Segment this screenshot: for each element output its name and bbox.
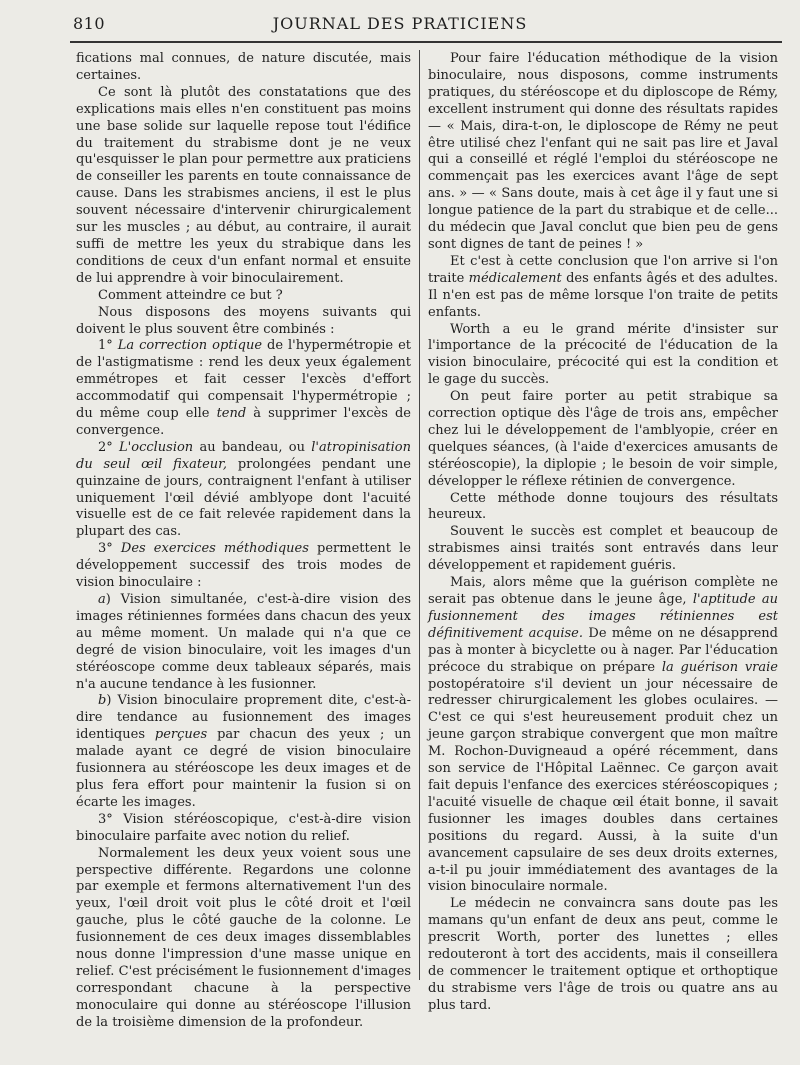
paragraph: a) Vision simultanée, c'est-à-dire vision des images rétiniennes formées dans chacun des yeux au même moment. Un malade qui n'a que ce degré de vision binoculaire, voit les images d'un stéréoscope comme deux tableaux séparés, mais n'a aucune tendance à les fusionner. [76,592,411,692]
paragraph: Et c'est à cette conclusion que l'on arrive si l'on traite médicalement des enfants âgés et des adultes. Il n'en est pas de même lorsque l'on traite de petits enfants. [428,253,778,320]
paragraph: 2° L'occlusion au bandeau, ou l'atropinisation du seul œil fixateur, prolongées pendant une quinzaine de jours, contraignent l'enfant à utiliser uniquement l'œil dévié amblyope dont l'acuité visuelle est de ce fait relevée rapidement dans la plupart des cas. [76,439,411,540]
paragraph: Worth a eu le grand mérite d'insister sur l'importance de la précocité de l'éducation de la vision binoculaire, précocité qui est la condition et le gage du succès. [428,321,778,388]
paragraph: Normalement les deux yeux voient sous une perspective différente. Regardons une colonne par exemple et fermons alternativement l'un des yeux, l'œil droit voit plus le côté droit et l'œil gauche, plus le côté gauche de la colonne. Le fusionnement de ces deux images dissemblables nous donne l'impression d'une masse unique en relief. C'est précisément le fusionnement d'images correspondant chacune à la perspective monoculaire qui donne au stéréoscope l'illusion de la troisième dimension de la profondeur. [76,845,411,1030]
paragraph: 1° La correction optique de l'hypermétropie et de l'astigmatisme : rend les deux yeux également emmétropes et fait cesser l'excès d'effort accommodatif qui compensait l'hypermétropie ; du même coup elle tend à supprimer l'excès de convergence. [76,338,411,438]
paragraph: b) Vision binoculaire proprement dite, c'est-à-dire tendance au fusionnement des images identiques perçues par chacun des yeux ; un malade ayant ce degré de vision binoculaire fusionnera au stéréoscope les deux images et de plus fera effort pour maintenir la fusion si on écarte les images. [76,693,411,810]
running-head: JOURNAL DES PRATICIENS [272,14,528,33]
header-rule [70,41,782,43]
paragraph: Le médecin ne convaincra sans doute pas les mamans qu'un enfant de deux ans peut, comme le prescrit Worth, porter des lunettes ; elles redouteront à tort des accidents, mais il conseillera de commencer le traitement optique et orthoptique du strabisme vers l'âge de trois ou quatre ans au plus tard. [428,896,778,1013]
left-column [76,51,411,1030]
right-column [428,51,778,1013]
column-rule [419,50,420,980]
paragraph: Cette méthode donne toujours des résultats heureux. [428,490,778,523]
paragraph: fications mal connues, de nature discutée, mais certaines. [76,51,411,83]
paragraph: Mais, alors même que la guérison complète ne serait pas obtenue dans le jeune âge, l'aptitude au fusionnement des images rétiniennes est définitivement acquise. De même on ne désapprend pas à monter à bicyclette ou à nager. Par l'éducation précoce du strabique on prépare la guérison vraie postopératoire s'il devient un jour nécessaire de redresser chirurgicalement les globes oculaires. — C'est ce qui s'est heureusement produit chez un jeune garçon strabique convergent que mon maître M. Rochon-Duvigneaud a opéré récemment, dans son service de l'Hôpital Laënnec. Ce garçon avait fait depuis l'enfance des exercices stéréoscopiques ; l'acuité visuelle de chaque œil était bonne, il savait fusionner les images doubles dans certaines positions du regard. Aussi, à la suite d'un avancement capsulaire de ses deux droits externes, a-t-il pu jouir immédiatement des avantages de la vision binoculaire normale. [428,575,778,895]
paragraph: 3° Des exercices méthodiques permettent le développement successif des trois modes de vision binoculaire : [76,541,411,591]
paragraph: Ce sont là plutôt des constatations que des explications mais elles n'en constituent pas moins une base solide sur laquelle repose tout l'édifice du traitement du strabisme dont je ne veux qu'esquisser le plan pour permettre aux praticiens de conseiller les parents en toute connaissance de cause. Dans les strabismes anciens, il est le plus souvent nécessaire d'intervenir chirurgicalement sur les muscles ; au début, au contraire, il aurait suffi de mettre les yeux du strabique dans les conditions de ceux d'un enfant normal et ensuite de lui apprendre à voir binoculairement. [76,84,411,286]
paragraph: 3° Vision stéréoscopique, c'est-à-dire vision binoculaire parfaite avec notion du relief. [76,811,411,844]
page-number: 810 [73,14,106,33]
paragraph: Nous disposons des moyens suivants qui doivent le plus souvent être combinés : [76,304,411,337]
paragraph: On peut faire porter au petit strabique sa correction optique dès l'âge de trois ans, empêcher chez lui le développement de l'amblyopie, créer en quelques séances, (à l'aide d'exercices amusants de stéréoscopie), la diplopie ; le besoin de voir simple, développer le réflexe rétinien de convergence. [428,389,778,489]
paragraph: Comment atteindre ce but ? [98,287,283,303]
paragraph: Souvent le succès est complet et beaucoup de strabismes ainsi traités sont entravés dans leur développement et rapidement guéris. [428,524,778,574]
paragraph: Pour faire l'éducation méthodique de la vision binoculaire, nous disposons, comme instruments pratiques, du stéréoscope et du diploscope de Rémy, excellent instrument qui donne des résultats rapides — « Mais, dira-t-on, le diploscope de Rémy ne peut être utilisé chez l'enfant qui ne sait pas lire et Javal qui a conseillé et réglé l'emploi du stéréoscope ne commençait pas les exercices avant l'âge de sept ans. » — « Sans doute, mais à cet âge il y faut une si longue patience de la part du strabique et de celle... du médecin que Javal conclut que bien peu de gens sont dignes de tant de peines ! » [428,51,778,252]
